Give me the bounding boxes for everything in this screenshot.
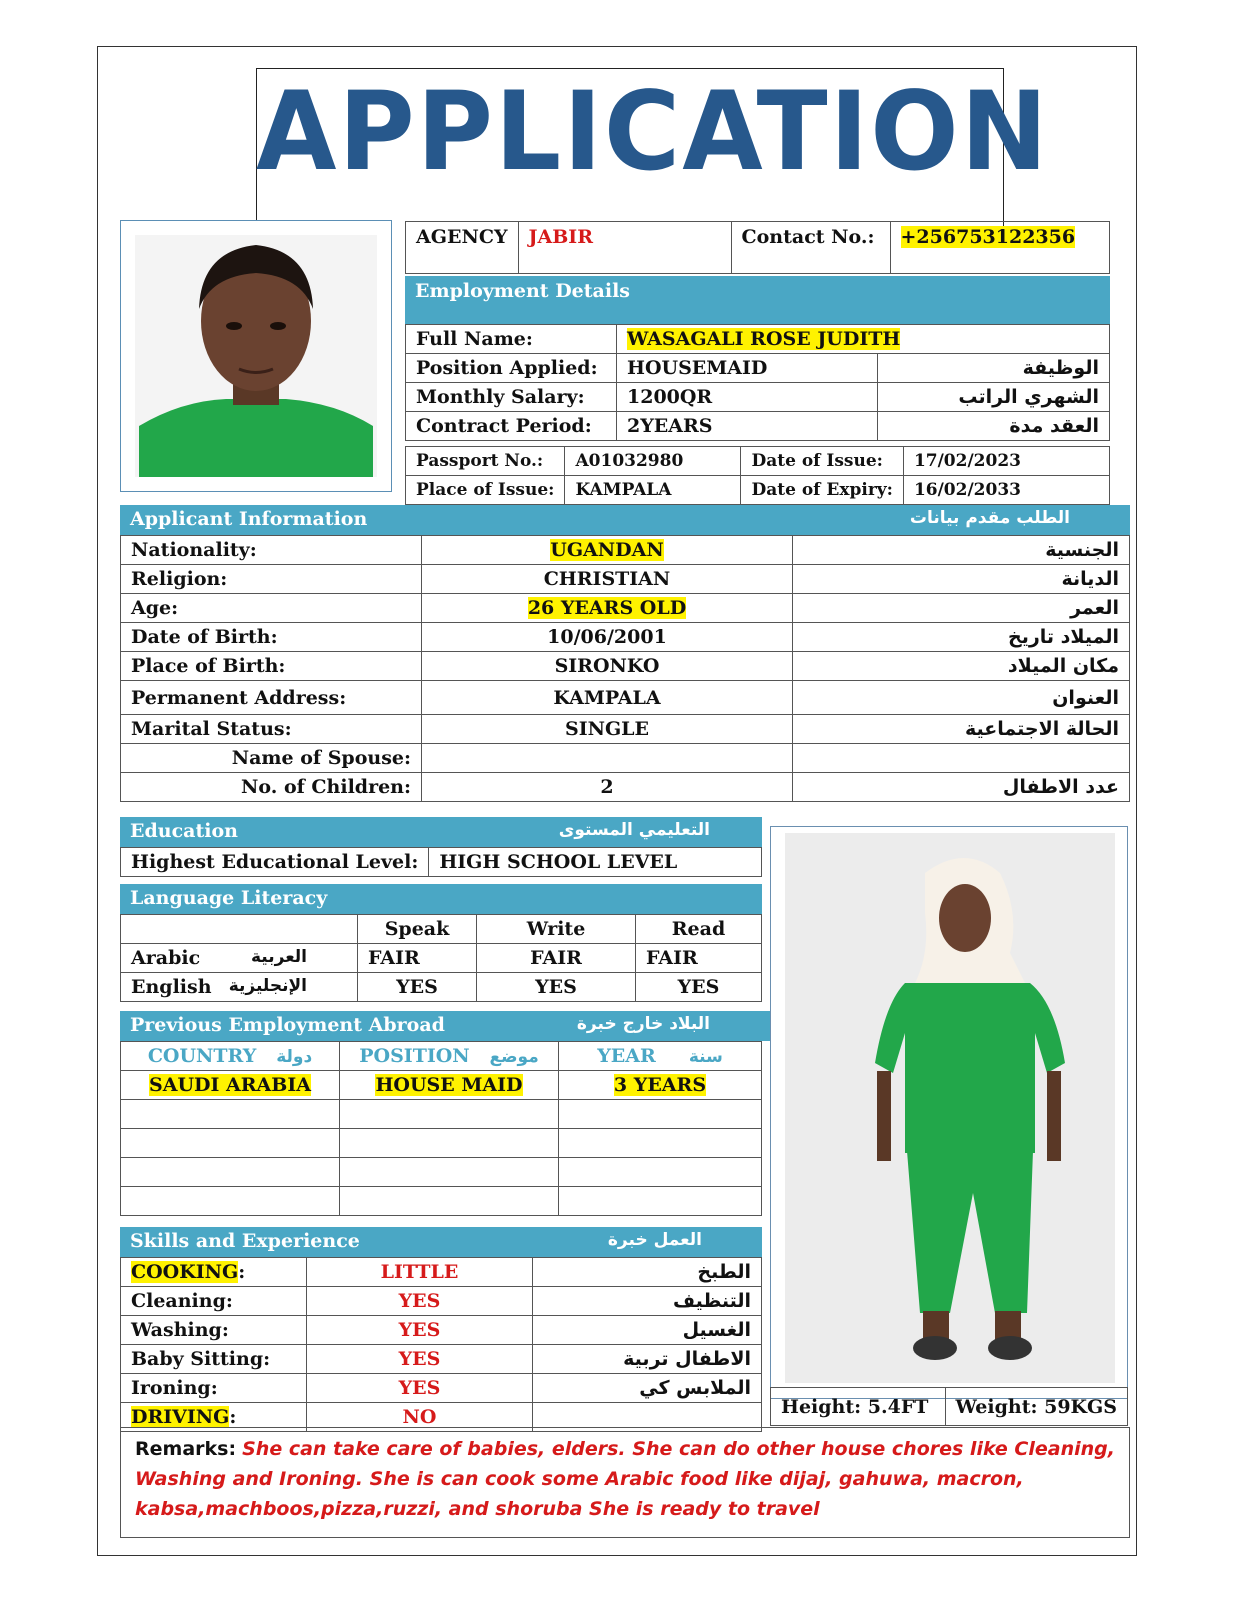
skills-header-ar: العمل خبرة bbox=[607, 1230, 702, 1250]
full-body-image bbox=[785, 833, 1115, 1383]
ironing-label: Ironing bbox=[131, 1377, 211, 1399]
religion-ar: الديانة bbox=[793, 565, 1130, 594]
applicant-header: Applicant Information الطلب مقدم بيانات bbox=[120, 505, 1130, 535]
nationality-label: Nationality: bbox=[121, 536, 422, 565]
spouse-ar bbox=[793, 744, 1130, 773]
remarks-text: She can take care of babies, elders. She can do other house chores like Cleaning, Washing and Ironing. She is can cook some Arabic food like dijaj, gahuwa, macron, kabsa,machboos,pizza,ruzzi, and shoruba She is ready to travel bbox=[135, 1438, 1115, 1520]
contract-value: 2YEARS bbox=[617, 412, 878, 441]
cooking-ar: الطبخ bbox=[533, 1258, 762, 1287]
washing-ar: الغسيل bbox=[533, 1316, 762, 1345]
passport-no-label: Passport No.: bbox=[406, 447, 565, 476]
issue-date-label: Date of Issue: bbox=[741, 447, 903, 476]
skills-table: COOKING: LITTLE الطبخ Cleaning: YES التنظيف Washing: YES الغسيل Baby Sitting: YES الاطفال تربية Ironing: YES الملابس كي DRIVING: NO bbox=[120, 1257, 762, 1432]
salary-value: 1200QR bbox=[617, 383, 878, 412]
driving-value: NO bbox=[307, 1403, 533, 1432]
children-ar: عدد الاطفال bbox=[793, 773, 1130, 802]
expiry-date-label: Date of Expiry: bbox=[741, 476, 903, 505]
position-col: POSITION موضع bbox=[340, 1042, 559, 1071]
arabic-speak: FAIR bbox=[358, 944, 477, 973]
position-label: Position Applied: bbox=[406, 354, 617, 383]
education-label: Highest Educational Level: bbox=[121, 848, 429, 877]
previous-header: Previous Employment Abroad البلاد خارج خبرة bbox=[120, 1011, 770, 1041]
position-ar: الوظيفة bbox=[878, 354, 1110, 383]
country-col: COUNTRY دولة bbox=[121, 1042, 340, 1071]
washing-value: YES bbox=[307, 1316, 533, 1345]
place-issue-value: KAMPALA bbox=[565, 476, 741, 505]
employment-header: Employment Details bbox=[405, 276, 1110, 324]
body-measures-table bbox=[770, 1387, 1128, 1426]
cleaning-ar: التنظيف bbox=[533, 1287, 762, 1316]
age-label: Age: bbox=[121, 594, 422, 623]
nationality-ar: الجنسية bbox=[793, 536, 1130, 565]
address-ar: العنوان bbox=[793, 681, 1130, 715]
previous-table bbox=[120, 1041, 762, 1216]
babysitting-label: Baby Sitting bbox=[131, 1348, 264, 1370]
arabic-write: FAIR bbox=[477, 944, 636, 973]
education-value: HIGH SCHOOL LEVEL bbox=[429, 848, 762, 877]
passport-no-value: A01032980 bbox=[565, 447, 741, 476]
cooking-label: COOKING bbox=[131, 1261, 239, 1283]
issue-date-value: 17/02/2023 bbox=[903, 447, 1109, 476]
salary-label: Monthly Salary: bbox=[406, 383, 617, 412]
english-write: YES bbox=[477, 973, 636, 1002]
babysitting-ar: الاطفال تربية bbox=[533, 1345, 762, 1374]
language-header: Language Literacy bbox=[120, 884, 762, 914]
weight-value: Weight: 59KGS bbox=[945, 1388, 1128, 1426]
place-issue-label: Place of Issue: bbox=[406, 476, 565, 505]
ironing-value: YES bbox=[307, 1374, 533, 1403]
pob-label: Place of Birth: bbox=[121, 652, 422, 681]
arabic-row-label: Arabic العربية bbox=[121, 944, 358, 973]
english-read: YES bbox=[636, 973, 762, 1002]
passport-table bbox=[405, 446, 1110, 505]
arabic-read: FAIR bbox=[636, 944, 762, 973]
pob-ar: مكان الميلاد bbox=[793, 652, 1130, 681]
applicant-header-ar: الطلب مقدم بيانات bbox=[909, 508, 1070, 528]
position-value: HOUSEMAID bbox=[617, 354, 878, 383]
remarks-box bbox=[120, 1427, 1130, 1538]
contract-ar: العقد مدة bbox=[878, 412, 1110, 441]
age-value: 26 YEARS OLD bbox=[527, 597, 687, 619]
salary-ar: الشهري الراتب bbox=[878, 383, 1110, 412]
agency-value: JABIR bbox=[518, 222, 731, 274]
full-name-value: WASAGALI ROSE JUDITH bbox=[627, 328, 901, 350]
previous-header-ar: البلاد خارج خبرة bbox=[576, 1014, 710, 1034]
prev-position: HOUSE MAID bbox=[375, 1074, 523, 1096]
address-value: KAMPALA bbox=[422, 681, 793, 715]
nationality-value: UGANDAN bbox=[550, 539, 664, 561]
read-col: Read bbox=[636, 915, 762, 944]
address-label: Permanent Address: bbox=[121, 681, 422, 715]
washing-label: Washing bbox=[131, 1319, 222, 1341]
expiry-date-value: 16/02/2033 bbox=[903, 476, 1109, 505]
year-col: YEAR سنة bbox=[559, 1042, 762, 1071]
education-header: Education التعليمي المستوى bbox=[120, 817, 762, 847]
driving-label: DRIVING bbox=[131, 1406, 230, 1428]
contract-label: Contract Period: bbox=[406, 412, 617, 441]
cleaning-label: Cleaning bbox=[131, 1290, 226, 1312]
dob-label: Date of Birth: bbox=[121, 623, 422, 652]
english-row-label: English الإنجليزية bbox=[121, 973, 358, 1002]
children-value: 2 bbox=[422, 773, 793, 802]
religion-label: Religion: bbox=[121, 565, 422, 594]
dob-ar: الميلاد تاريخ bbox=[793, 623, 1130, 652]
cleaning-value: YES bbox=[307, 1287, 533, 1316]
prev-country: SAUDI ARABIA bbox=[149, 1074, 311, 1096]
spouse-label: Name of Spouse: bbox=[121, 744, 422, 773]
religion-value: CHRISTIAN bbox=[422, 565, 793, 594]
age-ar: العمر bbox=[793, 594, 1130, 623]
page-title: APPLICATION bbox=[256, 66, 1050, 196]
pob-value: SIRONKO bbox=[422, 652, 793, 681]
applicant-table bbox=[120, 535, 1130, 802]
skills-header: Skills and Experience العمل خبرة bbox=[120, 1227, 762, 1257]
dob-value: 10/06/2001 bbox=[422, 623, 793, 652]
education-header-ar: التعليمي المستوى bbox=[558, 820, 710, 840]
english-speak: YES bbox=[358, 973, 477, 1002]
language-table bbox=[120, 914, 762, 1002]
agency-label: AGENCY bbox=[406, 222, 519, 274]
full-body-photo bbox=[785, 833, 1115, 1383]
cooking-value: LITTLE bbox=[307, 1258, 533, 1287]
full-name-label: Full Name: bbox=[406, 325, 617, 354]
passport-photo bbox=[120, 220, 392, 492]
education-table bbox=[120, 847, 762, 877]
write-col: Write bbox=[477, 915, 636, 944]
babysitting-value: YES bbox=[307, 1345, 533, 1374]
full-body-photo-frame bbox=[770, 826, 1128, 1399]
contact-label: Contact No.: bbox=[731, 222, 890, 274]
children-label: No. of Children: bbox=[121, 773, 422, 802]
height-value: Height: 5.4FT bbox=[771, 1388, 946, 1426]
ironing-ar: الملابس كي bbox=[533, 1374, 762, 1403]
marital-ar: الحالة الاجتماعية bbox=[793, 715, 1130, 744]
marital-value: SINGLE bbox=[422, 715, 793, 744]
remarks-label: Remarks: bbox=[135, 1438, 237, 1460]
prev-years: 3 YEARS bbox=[613, 1074, 707, 1096]
portrait-image bbox=[121, 221, 391, 491]
agency-table bbox=[405, 221, 1110, 274]
marital-label: Marital Status: bbox=[121, 715, 422, 744]
spouse-value bbox=[422, 744, 793, 773]
speak-col: Speak bbox=[358, 915, 477, 944]
employment-table bbox=[405, 324, 1110, 441]
contact-value: +256753122356 bbox=[900, 226, 1076, 248]
